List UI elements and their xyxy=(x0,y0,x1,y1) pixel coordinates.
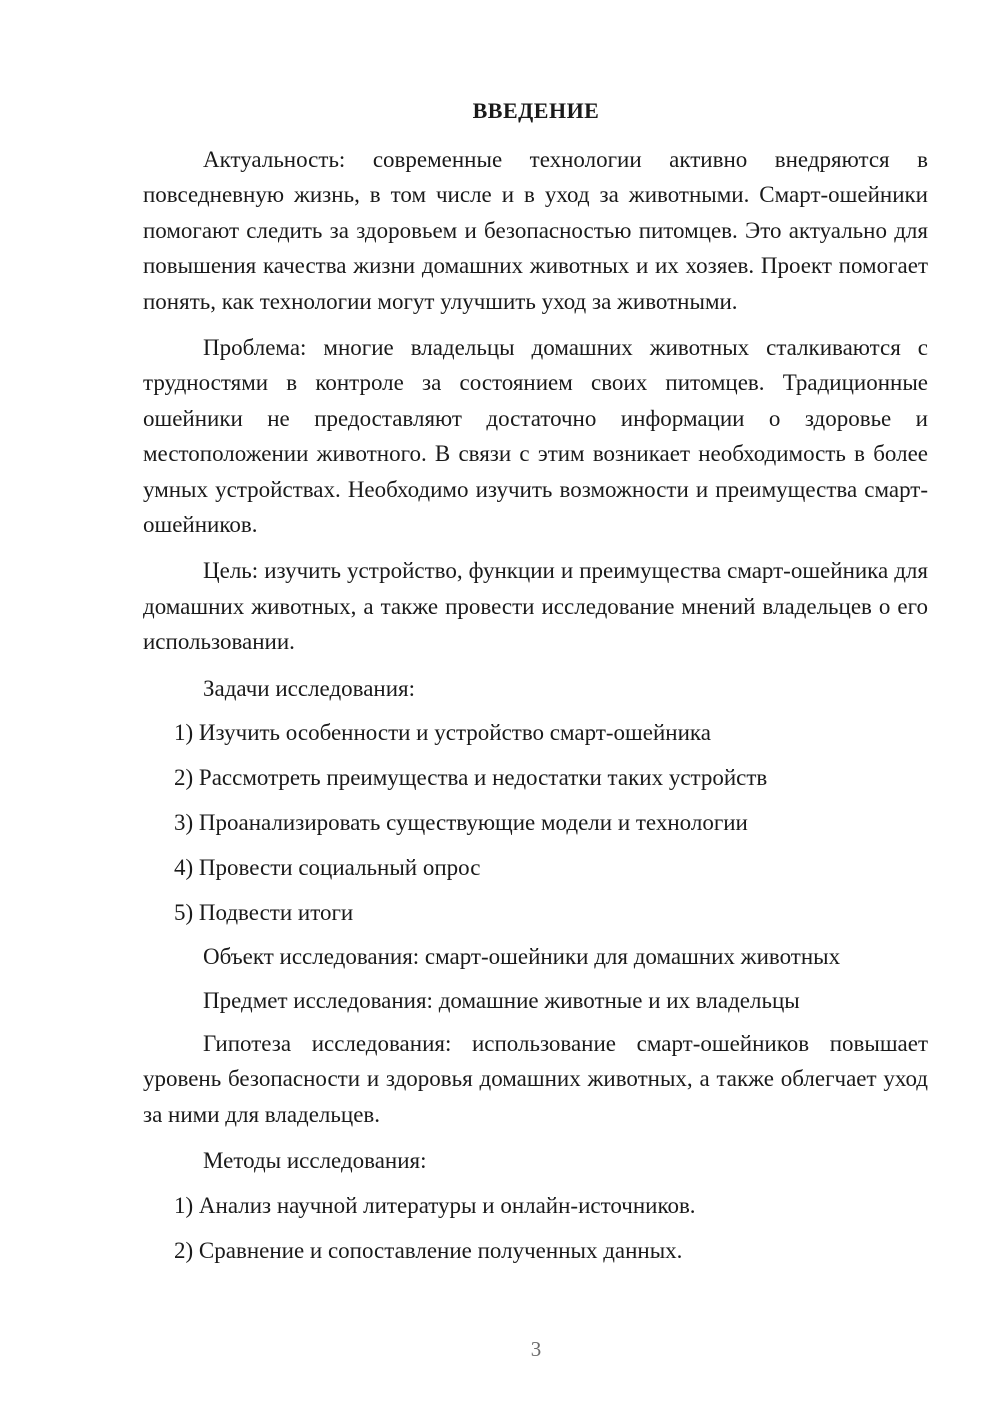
page-number: 3 xyxy=(530,1337,542,1361)
relevance-paragraph: Актуальность: современные технологии активно внедряются в повседневную жизнь, в том числе и в уход за животными. Смарт-ошейники помогают следить за здоровьем и безопасностью питомцев. Это актуально для повышения качества жизни домашних животных и их хозяев. Проект помогает понять, как технологии могут улучшить уход за животными. xyxy=(143,147,928,314)
object-paragraph: Объект исследования: смарт-ошейники для домашних животных xyxy=(203,944,841,970)
task-item: 2) Рассмотреть преимущества и недостатки таких устройств xyxy=(174,765,768,791)
task-item: 5) Подвести итоги xyxy=(174,900,354,926)
method-item: 2) Сравнение и сопоставление полученных данных. xyxy=(174,1237,683,1263)
tasks-list xyxy=(143,714,928,931)
document-body xyxy=(143,142,928,1277)
task-item: 4) Провести социальный опрос xyxy=(174,855,481,881)
tasks-heading: Задачи исследования: xyxy=(203,675,416,701)
task-item: 1) Изучить особенности и устройство смарт-ошейника xyxy=(174,720,711,746)
section-title: ВВЕДЕНИЕ xyxy=(472,98,600,123)
task-item: 3) Проанализировать существующие модели и технологии xyxy=(174,810,748,836)
subject-paragraph: Предмет исследования: домашние животные и их владельцы xyxy=(203,987,800,1013)
goal-paragraph: Цель: изучить устройство, функции и преимущества смарт-ошейника для домашних животных, а также провести исследование мнений владельцев о его использовании. xyxy=(143,558,928,655)
methods-list xyxy=(143,1187,928,1269)
method-item: 1) Анализ научной литературы и онлайн-источников. xyxy=(174,1192,696,1218)
hypothesis-paragraph: Гипотеза исследования: использование смарт-ошейников повышает уровень безопасности и здоровья домашних животных, а также облегчает уход за ними для владельцев. xyxy=(143,1030,928,1127)
problem-paragraph: Проблема: многие владельцы домашних животных сталкиваются с трудностями в контроле за состоянием своих питомцев. Традиционные ошейники не предоставляют достаточно информации о здоровье и местоположении животного. В связи с этим возникает необходимость в более умных устройствах. Необходимо изучить возможности и преимущества смарт-ошейников. xyxy=(143,335,928,538)
methods-heading: Методы исследования: xyxy=(203,1148,427,1174)
